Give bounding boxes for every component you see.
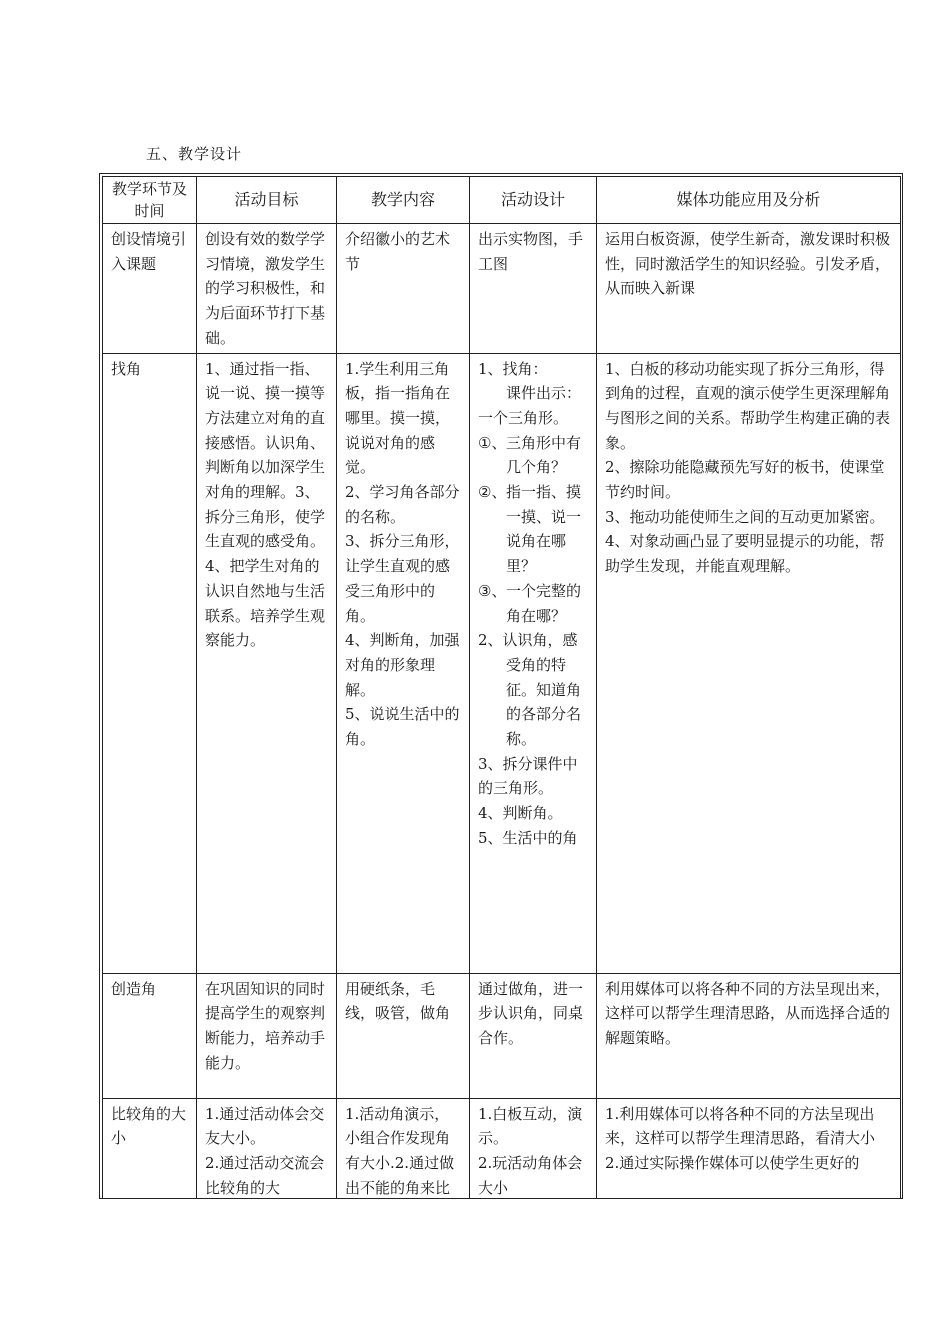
cell-media (597, 353, 901, 973)
subitem-text: 三角形中有几个角？ (506, 433, 582, 477)
lesson-design-table-frame (99, 173, 903, 1199)
design-subitem (478, 480, 589, 579)
subitem-text: 指一指、摸一摸、说一说角在哪里？ (506, 483, 582, 576)
cell-goal: 在巩固知识的同时提高学生的观察判断能力，培养动手能力。 (197, 973, 337, 1098)
media-item: 1、白板的移动功能实现了拆分三角形，得到角的过程，直观的演示使学生更深理解角与图形之间的关系。帮助学生构建正确的表象。 (605, 359, 891, 452)
content-item: 5、说说生活中的角。 (345, 705, 460, 749)
media-item: 4、对象动画凸显了要明显提示的功能，帮助学生发现，并能直观理解。 (605, 532, 885, 576)
subitem-mark: ①、 (478, 433, 507, 452)
cell-goal (197, 1098, 337, 1199)
cell-design (470, 1098, 597, 1199)
content-item: 1.学生利用三角板，指一指角在哪里。摸一摸，说说对角的感觉。 (345, 359, 451, 477)
header-stage: 教学环节及时间 (103, 177, 197, 224)
media-item: 2、擦除功能隐藏预先写好的板书，使课堂节约时间。 (605, 458, 885, 502)
content-item: 4、判断角，加强对角的形象理解。 (345, 631, 460, 699)
cell-stage: 找角 (103, 353, 197, 973)
design-item: 4、判断角。 (478, 804, 563, 823)
design-item: 1.白板互动，演示。 (478, 1104, 583, 1148)
header-content: 教学内容 (337, 177, 470, 224)
table-row-find-angle (103, 353, 901, 973)
design-subitem (478, 579, 589, 628)
cell-content: 介绍徽小的艺术节 (337, 224, 470, 354)
cell-media: 运用白板资源，使学生新奇，激发课时积极性，同时激活学生的知识经验。引发矛盾，从而映入新课 (597, 224, 901, 354)
media-item: 3、拖动功能使师生之间的互动更加紧密。 (605, 507, 885, 526)
header-media: 媒体功能应用及分析 (597, 177, 901, 224)
table-row-intro (103, 224, 901, 354)
cell-media (597, 1098, 901, 1199)
media-item: 1.利用媒体可以将各种不同的方法呈现出来，这样可以帮学生理清思路，看清大小 (605, 1104, 876, 1148)
subitem-mark: ③、 (478, 581, 507, 600)
header-goal: 活动目标 (197, 177, 337, 224)
cell-stage: 比较角的大小 (103, 1098, 197, 1199)
cell-design: 通过做角，进一步认识角，同桌合作。 (470, 973, 597, 1098)
cell-design (470, 353, 597, 973)
design-subitem (478, 431, 589, 480)
table-row-compare-angle (103, 1098, 901, 1199)
design-item: 2.玩活动角体会大小 (478, 1153, 583, 1197)
design-item: 2、认识角，感受角的特征。知道角的各部分名称。 (478, 631, 582, 749)
cell-media: 利用媒体可以将各种不同的方法呈现出来，这样可以帮学生理清思路，从而选择合适的解题策略。 (597, 973, 901, 1098)
table-header-row (103, 177, 901, 224)
content-item: 3、拆分三角形，让学生直观的感受三角形中的角。 (345, 532, 460, 625)
cell-stage: 创造角 (103, 973, 197, 1098)
goal-item: 2.通过活动交流会比较角的大 (205, 1153, 325, 1197)
cell-content: 用硬纸条，毛线，吸管，做角 (337, 973, 470, 1098)
design-subline: 课件出示： (506, 384, 582, 403)
design-item: 5、生活中的角 (478, 828, 578, 847)
media-item: 2.通过实际操作媒体可以使学生更好的 (605, 1153, 860, 1172)
design-item: 1、找角： (478, 359, 548, 378)
design-subline: 一个三角形。 (478, 408, 569, 427)
table-row-create-angle (103, 973, 901, 1098)
header-design: 活动设计 (470, 177, 597, 224)
cell-design: 出示实物图，手工图 (470, 224, 597, 354)
goal-item: 1.通过活动体会交友大小。 (205, 1104, 325, 1148)
cell-stage: 创设情境引入课题 (103, 224, 197, 354)
section-title: 五、教学设计 (146, 145, 243, 163)
cell-content: 1.活动角演示，小组合作发现角有大小.2.通过做出不能的角来比 (337, 1098, 470, 1199)
content-item: 2、学习角各部分的名称。 (345, 483, 460, 526)
cell-goal: 1、通过指一指、说一说、摸一摸等方法建立对角的直接感悟。认识角、判断角以加深学生对角的理解。3、拆分三角形，使学生直观的感受角。4、把学生对角的认识自然地与生活联系。培养学生观察能力。 (197, 353, 337, 973)
lesson-design-table (102, 176, 901, 1199)
cell-goal: 创设有效的数学学习情境，激发学生的学习积极性，和为后面环节打下基础。 (197, 224, 337, 354)
design-item: 3、拆分课件中的三角形。 (478, 754, 578, 798)
subitem-text: 一个完整的角在哪？ (506, 581, 582, 625)
subitem-mark: ②、 (478, 483, 507, 502)
cell-content (337, 353, 470, 973)
